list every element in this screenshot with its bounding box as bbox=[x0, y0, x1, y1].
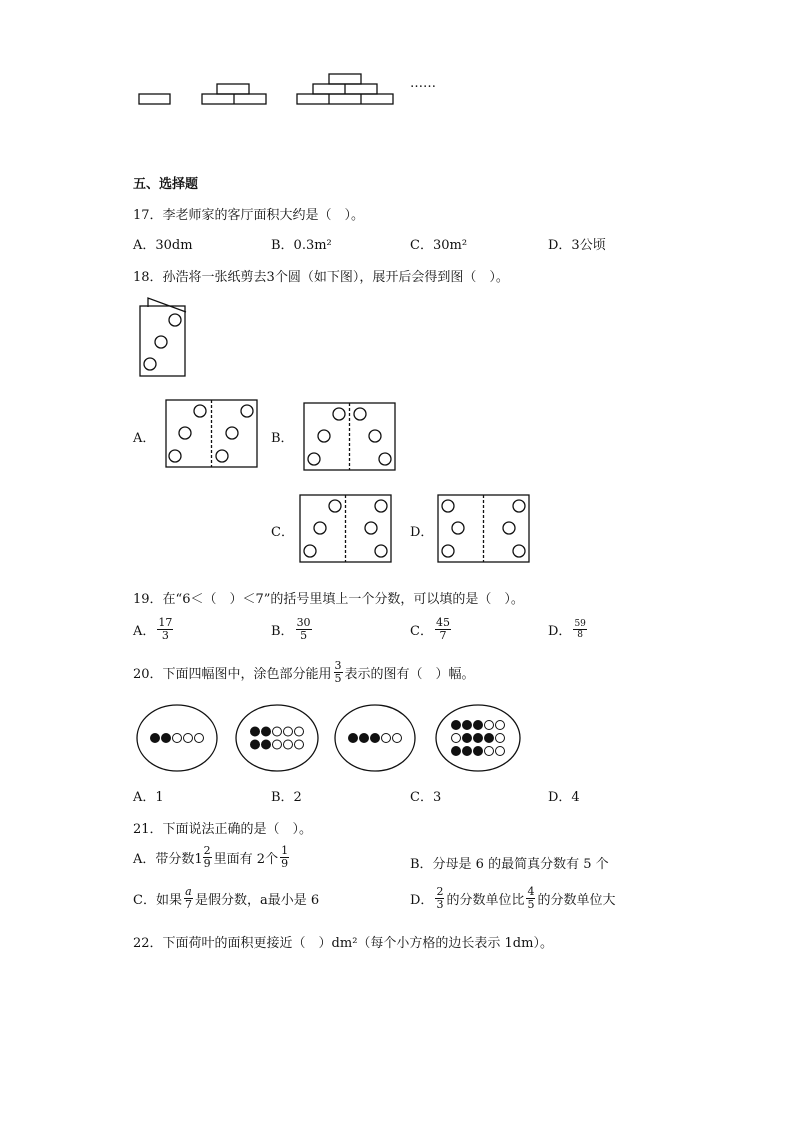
q19-stem: 19．在“6＜（ ）＜7”的括号里填上一个分数，可以填的是（ ）。 bbox=[133, 592, 524, 607]
q21-a-mid: 里面有 2个 bbox=[213, 852, 279, 867]
q21-d-fraction-1: $\frac{2}{3}$ bbox=[436, 885, 444, 911]
q20-stem bbox=[133, 660, 475, 685]
q21-a-pre: A．带分数1 bbox=[133, 852, 203, 867]
q19-fraction-a: $\frac{17}{3}$ bbox=[158, 616, 173, 642]
shaded-dot bbox=[463, 747, 472, 756]
empty-dot bbox=[284, 727, 293, 736]
q17-option-d[interactable]: D．3公顷 bbox=[548, 238, 606, 253]
q19-letter-c: C． bbox=[410, 624, 433, 639]
brick-figures bbox=[135, 70, 455, 110]
q21-d-fraction-2: $\frac{4}{5}$ bbox=[527, 885, 535, 911]
ellipsis: …… bbox=[410, 76, 436, 91]
q19-option-b[interactable] bbox=[271, 617, 314, 642]
q20-figure-oval bbox=[236, 705, 318, 771]
q21-c-fraction: $\frac{a}{7}$ bbox=[184, 885, 192, 911]
q18-stem: 18．孙浩将一张纸剪去3个圆（如下图），展开后会得到图（ ）。 bbox=[133, 270, 509, 285]
q22-stem: 22．下面荷叶的面积更接近（ ）dm²（每个小方格的边长表示 1dm）。 bbox=[133, 936, 553, 951]
empty-dot bbox=[485, 721, 494, 730]
q18-option-c-figure[interactable] bbox=[299, 494, 393, 564]
shaded-dot bbox=[251, 740, 260, 749]
empty-dot bbox=[295, 727, 304, 736]
q21-option-d[interactable] bbox=[410, 886, 615, 911]
empty-dot bbox=[284, 740, 293, 749]
q20-figure-1 bbox=[137, 705, 217, 771]
q18-label-a: A． bbox=[133, 431, 156, 446]
empty-dot bbox=[496, 747, 505, 756]
shaded-dot bbox=[349, 734, 358, 743]
q19-fraction-d: $\frac{59}{8}$ bbox=[574, 619, 586, 640]
q21-a-fraction: $\frac{1}{9}$ bbox=[281, 844, 289, 870]
empty-dot bbox=[195, 734, 204, 743]
empty-dot bbox=[295, 740, 304, 749]
q18-label-d: D． bbox=[410, 525, 434, 540]
q17-option-c[interactable]: C．30m² bbox=[410, 238, 468, 253]
q19-letter-d: D． bbox=[548, 624, 572, 639]
q17-option-a[interactable]: A．30dm bbox=[133, 238, 193, 253]
empty-dot bbox=[452, 734, 461, 743]
q17-option-b[interactable]: B．0.3m² bbox=[271, 238, 332, 253]
section-title: 五、选择题 bbox=[133, 177, 199, 192]
q21-stem: 21．下面说法正确的是（ ）。 bbox=[133, 822, 313, 837]
q19-letter-b: B． bbox=[271, 624, 294, 639]
q21-d-pre: D． bbox=[410, 893, 434, 908]
shaded-dot bbox=[262, 740, 271, 749]
shaded-dot bbox=[371, 734, 380, 743]
q19-option-d[interactable] bbox=[548, 619, 589, 640]
shaded-dot bbox=[463, 721, 472, 730]
q20-figures bbox=[135, 703, 525, 775]
empty-dot bbox=[393, 734, 402, 743]
q20-stem-pre: 20．下面四幅图中，涂色部分能用 bbox=[133, 667, 332, 682]
q19-fraction-b: $\frac{30}{5}$ bbox=[296, 616, 311, 642]
q20-option-a[interactable]: A．1 bbox=[133, 790, 164, 805]
empty-dot bbox=[273, 727, 282, 736]
q21-option-a[interactable] bbox=[133, 845, 291, 870]
q17-stem: 17．李老师家的客厅面积大约是（ ）。 bbox=[133, 208, 365, 223]
q20-option-b[interactable]: B．2 bbox=[271, 790, 302, 805]
shaded-dot bbox=[474, 734, 483, 743]
shaded-dot bbox=[463, 734, 472, 743]
q21-d-mid: 的分数单位比 bbox=[446, 893, 525, 908]
shaded-dot bbox=[262, 727, 271, 736]
q18-label-c: C． bbox=[271, 525, 294, 540]
q18-option-d-figure[interactable] bbox=[437, 494, 531, 564]
q21-a-mixed-fraction: $\frac{2}{9}$ bbox=[203, 844, 211, 870]
empty-dot bbox=[496, 734, 505, 743]
q20-option-d[interactable]: D．4 bbox=[548, 790, 580, 805]
q18-label-b: B． bbox=[271, 431, 294, 446]
q20-figure-3 bbox=[335, 705, 415, 771]
q19-fraction-c: $\frac{45}{7}$ bbox=[435, 616, 450, 642]
q20-stem-post: 表示的图有（ ）幅。 bbox=[344, 667, 475, 682]
shaded-dot bbox=[162, 734, 171, 743]
q21-c-post: 是假分数，a最小是 6 bbox=[194, 893, 320, 908]
shaded-dot bbox=[251, 727, 260, 736]
empty-dot bbox=[496, 721, 505, 730]
folded-paper-figure bbox=[138, 296, 190, 380]
shaded-dot bbox=[474, 721, 483, 730]
q18-option-a-figure[interactable] bbox=[165, 399, 259, 469]
shaded-dot bbox=[485, 734, 494, 743]
q20-figure-4 bbox=[436, 705, 520, 771]
q20-figure-2 bbox=[236, 705, 318, 771]
q20-option-c[interactable]: C．3 bbox=[410, 790, 442, 805]
q19-option-c[interactable] bbox=[410, 617, 453, 642]
empty-dot bbox=[173, 734, 182, 743]
shaded-dot bbox=[452, 721, 461, 730]
q19-option-a[interactable] bbox=[133, 617, 175, 642]
q21-option-b[interactable]: B．分母是 6 的最简真分数有 5 个 bbox=[410, 857, 609, 872]
shaded-dot bbox=[151, 734, 160, 743]
empty-dot bbox=[382, 734, 391, 743]
shaded-dot bbox=[452, 747, 461, 756]
q21-option-c[interactable] bbox=[133, 886, 319, 911]
empty-dot bbox=[273, 740, 282, 749]
q20-stem-fraction: $\frac{3}{5}$ bbox=[334, 659, 342, 685]
q21-c-pre: C．如果 bbox=[133, 893, 182, 908]
q21-d-post: 的分数单位大 bbox=[537, 893, 616, 908]
shaded-dot bbox=[474, 747, 483, 756]
q18-option-b-figure[interactable] bbox=[303, 402, 397, 472]
shaded-dot bbox=[360, 734, 369, 743]
empty-dot bbox=[485, 747, 494, 756]
q19-letter-a: A． bbox=[133, 624, 156, 639]
empty-dot bbox=[184, 734, 193, 743]
